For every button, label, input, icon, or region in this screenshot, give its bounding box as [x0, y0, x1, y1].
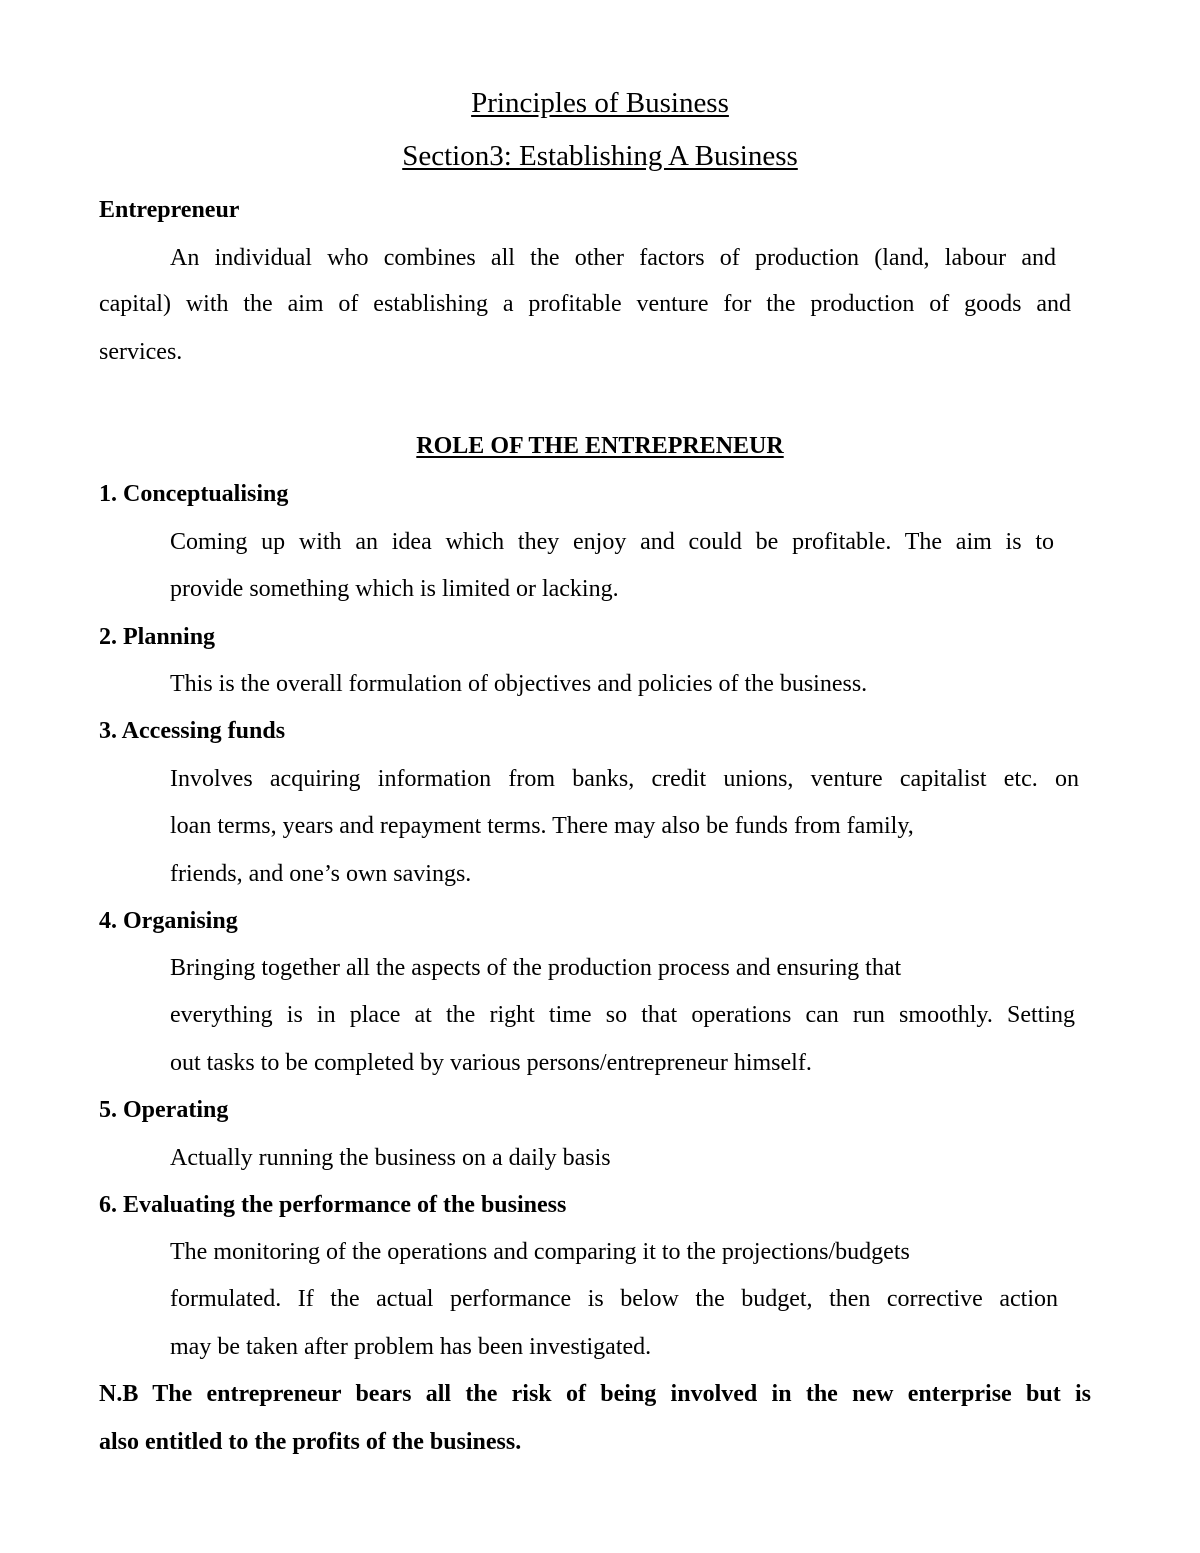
- entrepreneur-heading: Entrepreneur: [99, 197, 240, 223]
- role-line: may be taken after problem has been investigated.: [170, 1334, 652, 1360]
- role-heading-operating: 5. Operating: [99, 1097, 229, 1123]
- role-heading-organising: 4. Organising: [99, 908, 238, 934]
- role-line: provide something which is limited or lacking.: [170, 576, 619, 602]
- role-line: Bringing together all the aspects of the production process and ensuring that: [170, 955, 902, 981]
- definition-line-2: capital) with the aim of establishing a profitable venture for the production of goods and: [99, 291, 1071, 317]
- note-line-2: also entitled to the profits of the business.: [99, 1429, 522, 1455]
- role-heading-evaluating: 6. Evaluating the performance of the business: [99, 1192, 567, 1218]
- role-heading-planning: 2. Planning: [99, 624, 216, 650]
- document-title: Principles of Business: [471, 87, 729, 119]
- role-heading: ROLE OF THE ENTREPRENEUR: [416, 433, 784, 459]
- role-line: loan terms, years and repayment terms. There may also be funds from family,: [170, 813, 914, 839]
- role-heading-conceptualising: 1. Conceptualising: [99, 481, 289, 507]
- definition-line-3: services.: [99, 339, 183, 365]
- role-line: out tasks to be completed by various persons/entrepreneur himself.: [170, 1050, 812, 1076]
- note-line-1: N.B The entrepreneur bears all the risk of being involved in the new enterprise but is: [99, 1381, 1091, 1407]
- role-line: formulated. If the actual performance is below the budget, then corrective action: [170, 1286, 1058, 1312]
- definition-line-1: An individual who combines all the other factors of production (land, labour and: [170, 245, 1056, 271]
- role-line: This is the overall formulation of objectives and policies of the business.: [170, 671, 868, 697]
- role-line: friends, and one’s own savings.: [170, 861, 472, 887]
- role-heading-accessing-funds: 3. Accessing funds: [99, 718, 286, 744]
- role-line: Coming up with an idea which they enjoy and could be profitable. The aim is to: [170, 529, 1054, 555]
- role-line: Involves acquiring information from banks, credit unions, venture capitalist etc. on: [170, 766, 1079, 792]
- role-line: The monitoring of the operations and comparing it to the projections/budgets: [170, 1239, 910, 1265]
- role-line: Actually running the business on a daily basis: [170, 1145, 611, 1171]
- document-subtitle: Section3: Establishing A Business: [402, 140, 798, 172]
- role-line: everything is in place at the right time so that operations can run smoothly. Setting: [170, 1002, 1075, 1028]
